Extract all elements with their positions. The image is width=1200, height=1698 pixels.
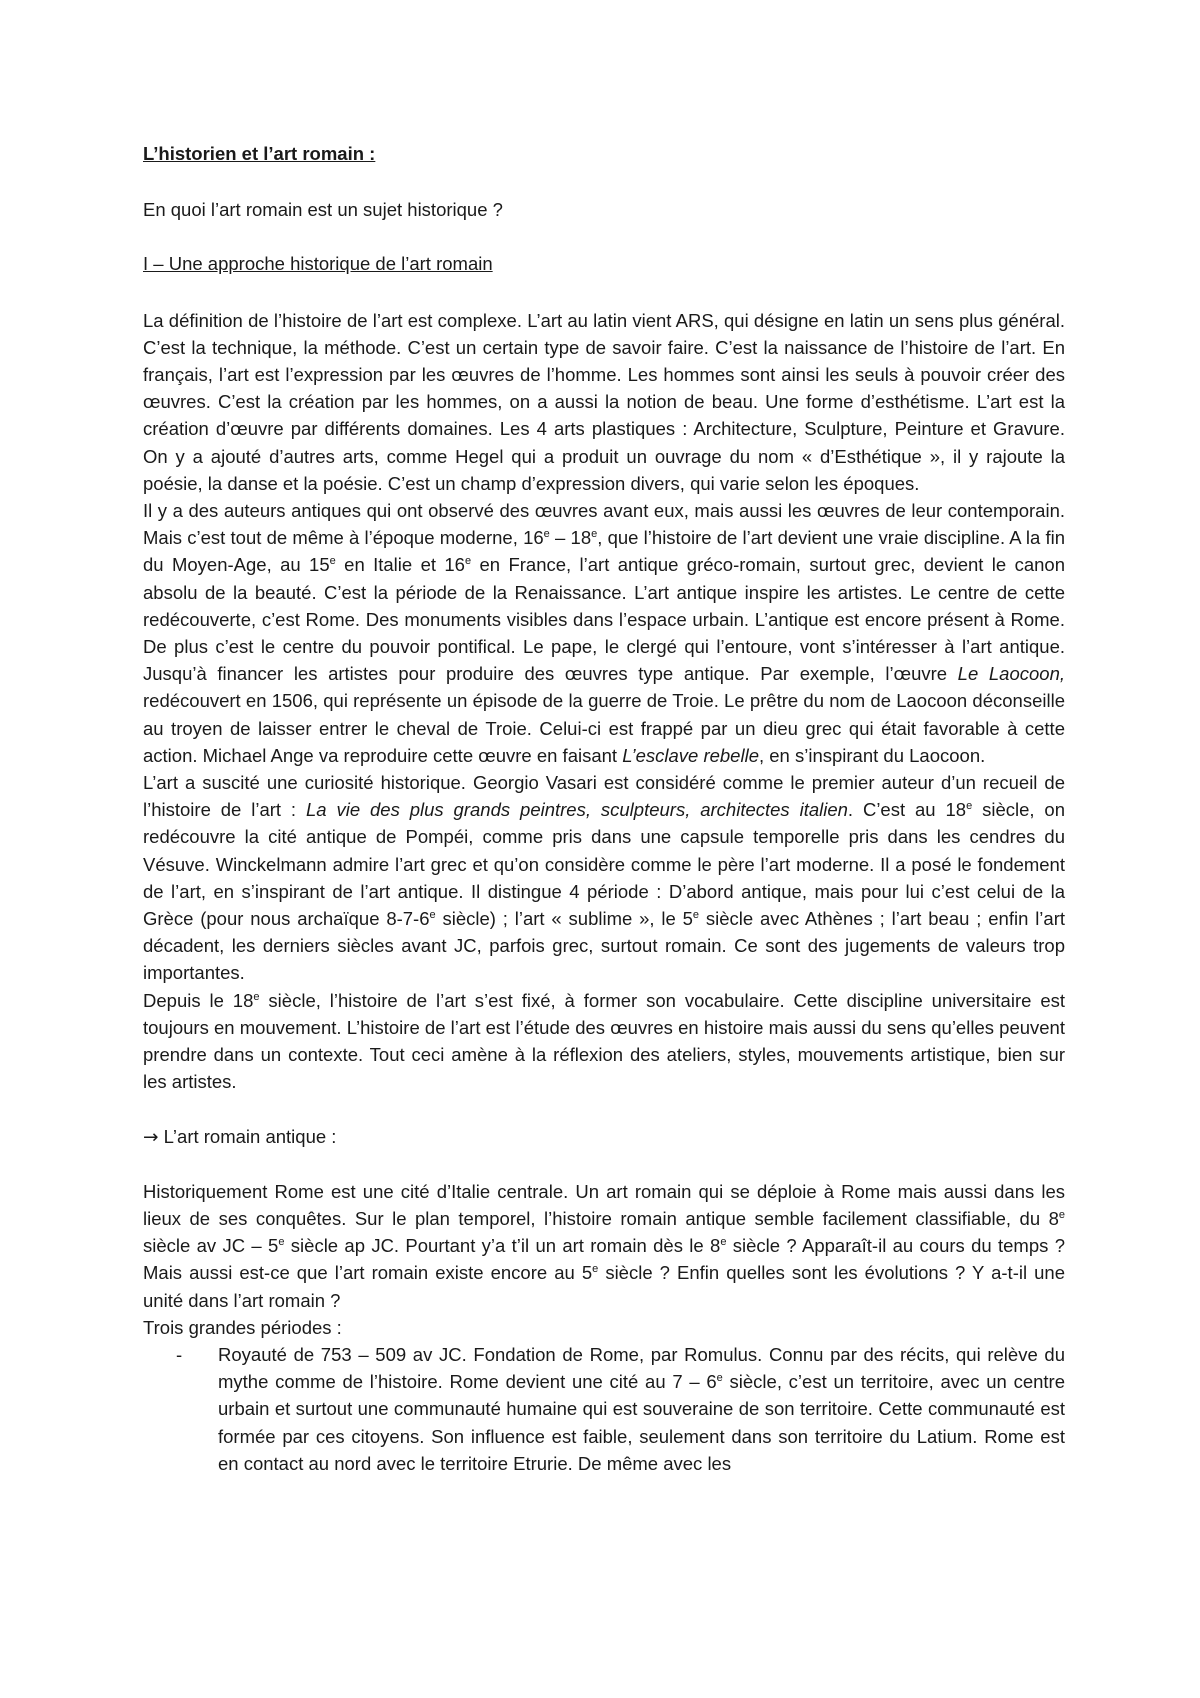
paragraph <box>143 497 1065 769</box>
italic-title: L’esclave rebelle <box>622 744 759 766</box>
italic-title: Le Laocoon, <box>957 663 1065 685</box>
text-run: , en s’inspirant du Laocoon. <box>758 744 986 766</box>
document-title: L’historien et l’art romain : <box>143 143 376 164</box>
superscript: e <box>1058 1208 1065 1221</box>
superscript: e <box>253 990 260 1003</box>
paragraph <box>143 307 1065 497</box>
section-heading: I – Une approche historique de l’art romain <box>143 253 493 275</box>
text-run: Royauté de 753 – 509 av JC. Fondation de Rome, par Romulus. Connu par des récits, qui relève du mythe comme de l’histoire. Rome devient une cité au 7 – 6 <box>218 1343 1065 1393</box>
superscript: e <box>692 909 700 922</box>
text-run: en Italie et 16 <box>335 554 465 576</box>
italic-title: La vie des plus grands peintres, sculpteurs, architectes italien <box>305 799 848 821</box>
paragraph <box>143 1178 1065 1314</box>
document-content <box>143 140 1065 1477</box>
text-run: Il y a des auteurs antiques qui ont observé des œuvres avant eux, mais aussi les œuvres de leur contemporain. Mais c’est tout de même à l’époque moderne, 16 <box>143 500 1065 549</box>
superscript: e <box>543 528 550 541</box>
arrow-heading <box>143 1123 1065 1151</box>
text-run: – 18 <box>549 527 592 549</box>
arrow-heading-text: L’art romain antique : <box>158 1125 337 1147</box>
text-run: siècle) ; l’art « sublime », le 5 <box>435 908 693 930</box>
text-run: siècle, c’est un territoire, avec un centre urbain et surtout une communauté humaine qui est souveraine de son territoire. Cette communauté est formée par ces citoyens. Son influence est faible, seulement dans son territoire du Latium. Rome est en contact au nord avec le territoire Etrurie. De même avec les <box>218 1371 1065 1474</box>
text-run: siècle avec Athènes ; l’art beau ; enfin l’art décadent, les derniers siècles avant JC, parfois grec, surtout romain. Ce sont des jugements de valeurs trop importantes. <box>143 908 1066 984</box>
text-run: siècle, l’histoire de l’art s’est fixé, à former son vocabulaire. Cette discipline universitaire est toujours en mouvement. L’histoire de l’art est l’étude des œuvres en histoire mais aussi du sens qu’elles peuvent prendre dans un contexte. Tout ceci amène à la réflexion des ateliers, styles, mouvements artistique, bien sur les artistes. <box>143 989 1065 1093</box>
text-run: siècle, on redécouvre la cité antique de Pompéi, comme pris dans une capsule temporelle pris dans les cendres du Vésuve. Winckelmann admire l’art grec et qu’on considère comme le père l’art moderne. Il a posé le fondement de l’art, en s’inspirant de l’art antique. Il distingue 4 période : D’abord antique, mais pour lui c’est celui de la Grèce (pour nous archaïque 8-7-6 <box>143 799 1065 930</box>
periods-list <box>143 1341 1065 1477</box>
right-arrow-icon: → <box>143 1126 159 1148</box>
text-run: . C’est au 18 <box>847 799 967 821</box>
text-run: Depuis le 18 <box>143 989 254 1011</box>
superscript: e <box>716 1372 723 1385</box>
text-run: siècle ? Enfin quelles sont les évolutions ? Y a-t-il une unité dans l’art romain ? <box>143 1262 1065 1311</box>
list-item-text <box>218 1344 1065 1474</box>
list-dash: - <box>176 1343 183 1365</box>
superscript: e <box>966 800 973 813</box>
guiding-question: En quoi l’art romain est un sujet historique ? <box>143 199 503 221</box>
paragraph <box>143 987 1065 1096</box>
text-run: L’art a suscité une curiosité historique. Georgio Vasari est considéré comme le premier auteur d’un recueil de l’histoire de l’art : <box>143 772 1065 821</box>
text-run: La définition de l’histoire de l’art est complexe. L’art au latin vient ARS, qui désigne en latin un sens plus général. C’est la technique, la méthode. C’est un certain type de savoir faire. C’est la naissance de l’histoire de l’art. En français, l’art est l’expression par les œuvres de l’homme. Les hommes sont ainsi les seuls à pouvoir créer des œuvres. C’est la création par les hommes, on a aussi la notion de beau. Une forme d’esthétisme. L’art est la création d’œuvre par différents domaines. Les 4 arts plastiques : Architecture, Sculpture, Peinture et Gravure. On y a ajouté d’autres arts, comme Hegel qui a produit un ouvrage du nom « d’Esthétique », il y rajoute la poésie, la danse et la poésie. C’est un champ d’expression divers, qui varie selon les époques. <box>143 309 1065 494</box>
text-run: siècle ap JC. Pourtant y’a t’il un art romain dès le 8 <box>284 1235 721 1257</box>
superscript: e <box>720 1236 727 1249</box>
text-run: siècle ? Apparaît-il au cours du temps ? Mais aussi est-ce que l’art romain existe encore au 5 <box>143 1235 1065 1284</box>
text-run: , que l’histoire de l’art devient une vraie discipline. A la fin du Moyen-Age, au 15 <box>143 527 1065 576</box>
superscript: e <box>429 909 436 922</box>
text-run: siècle av JC – 5 <box>143 1235 279 1257</box>
paragraph <box>143 769 1065 987</box>
superscript: e <box>592 1263 599 1276</box>
superscript: e <box>464 555 472 568</box>
roman-art-section <box>143 1178 1065 1477</box>
text-run: Historiquement Rome est une cité d’Italie centrale. Un art romain qui se déploie à Rome mais aussi dans les lieux de ses conquêtes. Sur le plan temporel, l’histoire romain antique semble facilement classifiable, du 8 <box>143 1180 1065 1229</box>
superscript: e <box>591 528 598 541</box>
superscript: e <box>278 1236 285 1249</box>
periods-intro: Trois grandes périodes : <box>143 1316 342 1338</box>
list-item <box>176 1341 1065 1477</box>
text-run: en France, l’art antique gréco-romain, surtout grec, devient le canon absolu de la beauté. C’est la période de la Renaissance. L’art antique inspire les artistes. Le centre de cette redécouverte, c’est Rome. Des monuments visibles dans l’espace urbain. L’antique est encore présent à Rome. De plus c’est le centre du pouvoir pontifical. Le pape, le clergé qui l’entoure, vont s’intéresser à l’art antique. Jusqu’à financer les artistes pour produire des œuvres type antique. Par exemple, l’œuvre <box>143 554 1065 685</box>
text-run: redécouvert en 1506, qui représente un épisode de la guerre de Troie. Le prêtre du nom de Laocoon déconseille au troyen de laisser entrer le cheval de Troie. Celui-ci est frappé par un dieu grec qui était favorable à cette action. Michael Ange va reproduire cette œuvre en faisant <box>143 690 1065 766</box>
intro-paragraphs <box>143 307 1065 1096</box>
superscript: e <box>329 555 336 568</box>
